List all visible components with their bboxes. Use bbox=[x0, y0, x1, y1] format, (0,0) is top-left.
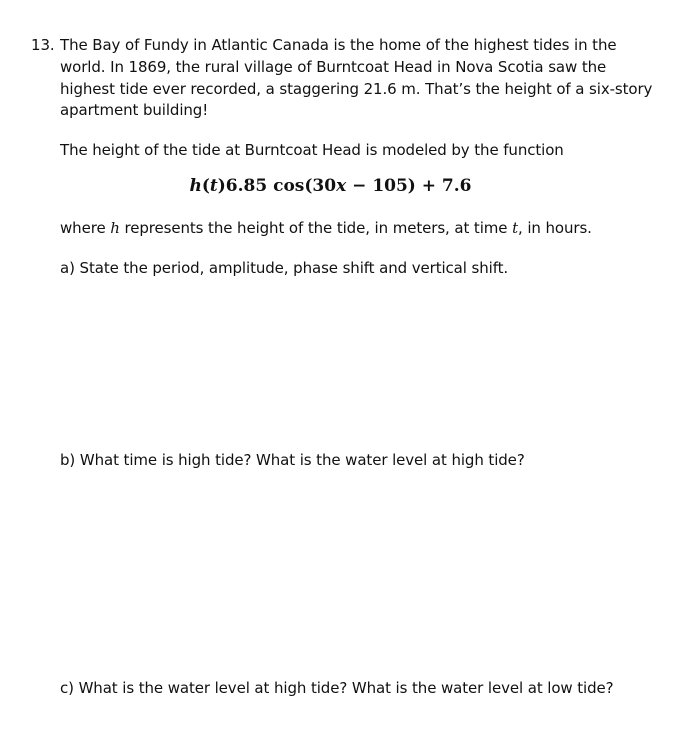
question-c bbox=[60, 678, 614, 698]
question-b bbox=[60, 450, 525, 470]
where-t: t bbox=[512, 219, 519, 237]
question-c-text: What is the water level at high tide? What is the water level at low tide? bbox=[78, 679, 614, 697]
function-body: 6.85 cos(30 bbox=[225, 176, 337, 196]
question-b-text: What time is high tide? What is the water level at high tide? bbox=[79, 451, 525, 469]
function-name: h bbox=[189, 176, 202, 196]
tide-function: h(t)6.85 cos(30x − 105) + 7.6 bbox=[189, 176, 472, 196]
where-h: h bbox=[110, 219, 120, 237]
function-variable: t bbox=[209, 176, 218, 196]
function-x: x bbox=[336, 176, 347, 196]
intro-line-1: The Bay of Fundy in Atlantic Canada is the home of the highest tides in the bbox=[60, 36, 617, 54]
question-a bbox=[60, 258, 508, 278]
question-a-text: State the period, amplitude, phase shift and vertical shift. bbox=[79, 259, 509, 277]
where-pre: where bbox=[60, 219, 111, 237]
intro-line-3: highest tide ever recorded, a staggering 21.6 m. That’s the height of a six-story bbox=[60, 80, 653, 98]
question-c-label: c) bbox=[60, 679, 74, 697]
question-a-label: a) bbox=[60, 259, 75, 277]
function-rest: − 105) + 7.6 bbox=[346, 176, 472, 196]
model-sentence: The height of the tide at Burntcoat Head is modeled by the function bbox=[60, 141, 564, 159]
intro-line-4: apartment building! bbox=[60, 101, 209, 119]
question-b-label: b) bbox=[60, 451, 76, 469]
intro-line-2: world. In 1869, the rural village of Burntcoat Head in Nova Scotia saw the bbox=[60, 58, 607, 76]
where-mid: represents the height of the tide, in meters, at time bbox=[119, 219, 513, 237]
problem-number: 13. bbox=[31, 36, 55, 54]
where-post: , in hours. bbox=[518, 219, 592, 237]
where-sentence bbox=[60, 218, 592, 238]
